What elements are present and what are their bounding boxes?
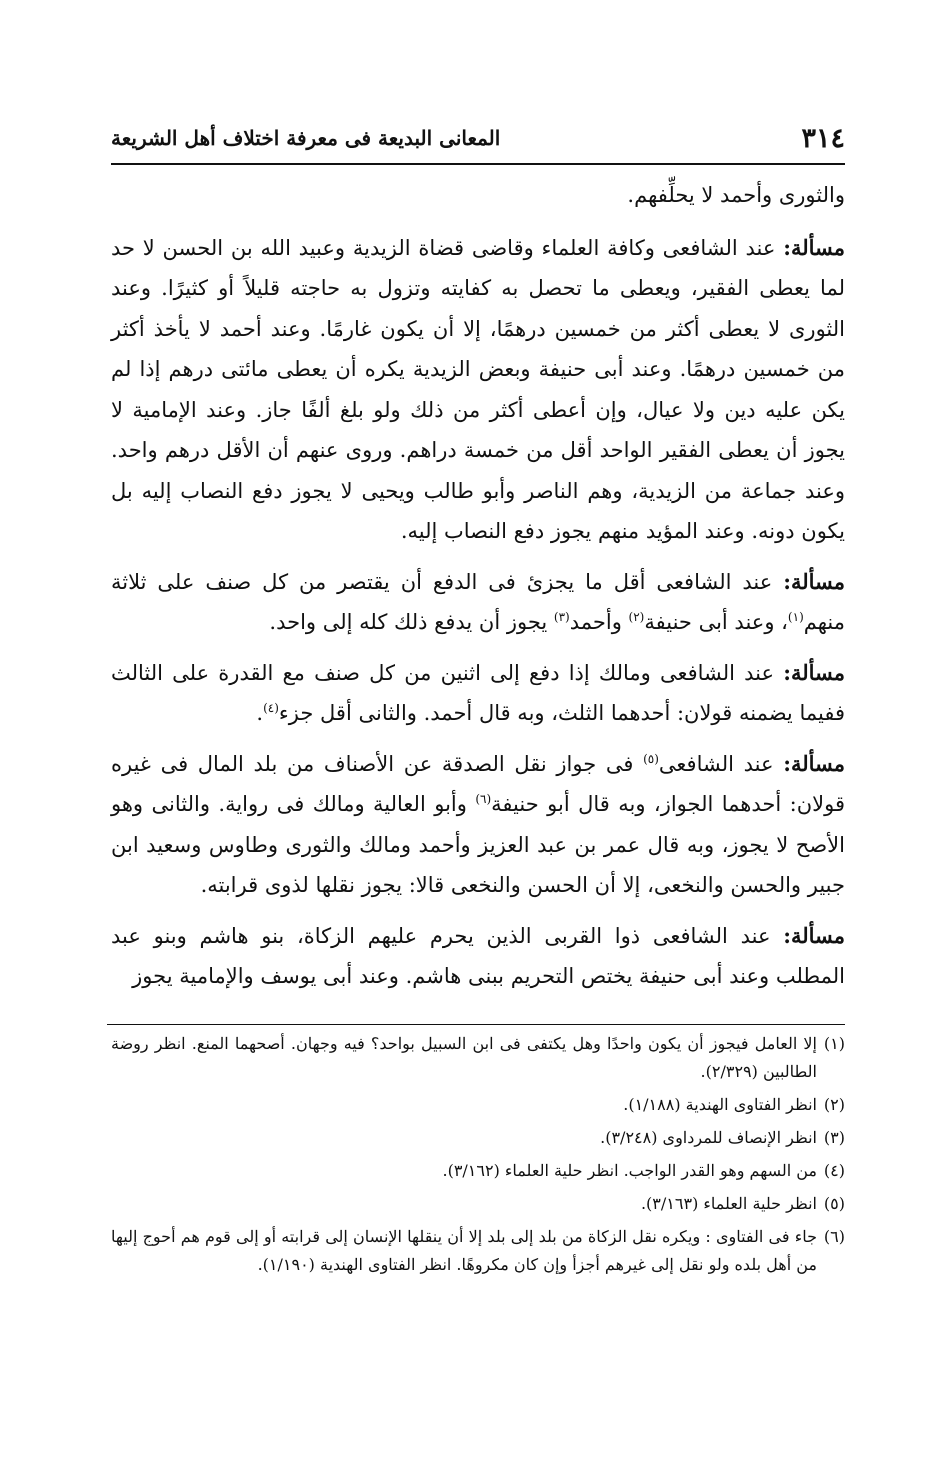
footnote-marker[interactable]: (٤) bbox=[263, 701, 279, 715]
footnote-item bbox=[111, 1030, 845, 1086]
issue-text: ، وعند أبى حنيفة bbox=[644, 610, 788, 634]
issue-label: مسألة: bbox=[783, 922, 845, 948]
footnote-number: (٢) bbox=[823, 1095, 845, 1114]
footnote-marker[interactable]: (١) bbox=[787, 610, 804, 624]
footnote-text: انظر حلية العلماء (٣/١٦٣). bbox=[640, 1194, 817, 1213]
issue-paragraph bbox=[111, 653, 845, 734]
issue-paragraph bbox=[111, 228, 845, 552]
issue-paragraph bbox=[111, 744, 845, 906]
issue-text: يجوز أن يدفع ذلك كله إلى واحد. bbox=[269, 610, 554, 634]
footnote-number: (٦) bbox=[823, 1227, 845, 1246]
issue-text: . bbox=[256, 701, 264, 725]
footnote-marker[interactable]: (٣) bbox=[553, 610, 570, 624]
footnote-text: انظر الإنصاف للمرداوى (٣/٢٤٨). bbox=[600, 1128, 817, 1147]
footnote-divider bbox=[107, 1024, 845, 1025]
issue-text: وأبو العالية ومالك فى رواية. والثانى وهو الأصح لا يجوز، وبه قال عمر بن عبد العزيز وأحمد ومالك والثورى وطاوس وسعيد ابن جبير والحسن والنخعى، إلا أن الحسن والنخعى قالا: يجوز نقلها لذوى قرابته. bbox=[111, 792, 845, 897]
running-title: المعانى البديعة فى معرفة اختلاف أهل الشريعة bbox=[111, 126, 501, 150]
issue-label: مسألة: bbox=[783, 750, 846, 776]
issue-text: فى جواز نقل الصدقة عن الأصناف من بلد المال فى غيره قولان: أحدهما الجواز، وبه قال أبو حنيفة bbox=[111, 751, 846, 816]
footnote-number: (٤) bbox=[823, 1161, 845, 1180]
footnote-item bbox=[111, 1124, 845, 1152]
footnote-text: إلا العامل فيجوز أن يكون واحدًا وهل يكتفى فى ابن السبيل بواحد؟ فيه وجهان. أصحهما المنع. انظر روضة الطالبين (٢/٣٢٩). bbox=[111, 1034, 817, 1081]
issue-text: عند الشافعى ذوا القربى الذين يحرم عليهم الزكاة، بنو هاشم وبنو عبد المطلب وعند أبى حنيفة يختص التحريم ببنى هاشم. وعند أبى يوسف والإمامية يجوز bbox=[111, 923, 845, 988]
issue-text: عند الشافعى وكافة العلماء وقاضى قضاة الزيدية وعبيد الله بن الحسن لا حد لما يعطى الفقير، ويعطى ما تحصل به كفايته وتزول به حاجته قليلاً أو كثيرًا. وعند الثورى لا يعطى أكثر من خمسين درهمًا، إلا أن يكون غارمًا. وعند أحمد لا يأخذ أكثر من خمسين درهمًا. وعند أبى حنيفة وبعض الزيدية يكره أن يعطى مائتى درهم إذا لم يكن عليه دين ولا عيال، وإن أعطى أكثر من ذلك ولو بلغ ألفًا جاز. وعند الإمامية لا يجوز أن يعطى الفقير الواحد أقل من خمسة دراهم. وروى عنهم أن الأقل درهم واحد. وعند جماعة من الزيدية، وهم الناصر وأبو طالب ويحيى لا يجوز دفع النصاب إليه بل يكون دونه. وعند المؤيد منهم يجوز دفع النصاب إليه. bbox=[111, 235, 845, 543]
issue-text: عند الشافعى bbox=[658, 751, 774, 776]
footnote-marker[interactable]: (٥) bbox=[643, 751, 659, 766]
footnote-item bbox=[111, 1157, 845, 1185]
issue-text: عند الشافعى أقل ما يجزئ فى الدفع أن يقتصر من كل صنف على ثلاثة منهم bbox=[111, 569, 845, 634]
footnote-text: جاء فى الفتاوى : ويكره نقل الزكاة من بلد إلى بلد إلا أن ينقلها الإنسان إلى قرابته أو إلى قوم هم أحوج إليها من أهل بلده ولو نقل إلى غيرهم أجزأ وإن كان مكروهًا. انظر الفتاوى الهندية (١/١٩٠). bbox=[111, 1227, 817, 1274]
footnote-item bbox=[111, 1091, 845, 1119]
footnote-number: (٥) bbox=[823, 1194, 845, 1213]
header-divider bbox=[111, 163, 845, 165]
issue-paragraph bbox=[111, 916, 845, 997]
issue-text: وأحمد bbox=[569, 610, 629, 634]
page-header bbox=[111, 118, 845, 158]
footnote-text: من السهم وهو القدر الواجب. انظر حلية العلماء (٣/١٦٢). bbox=[442, 1161, 817, 1180]
issue-text: عند الشافعى ومالك إذا دفع إلى اثنين من كل صنف مع القدرة على الثالث ففيما يضمنه قولان: أحدهما الثلث، وبه قال أحمد. والثانى أقل جزء bbox=[111, 660, 845, 725]
footnote-number: (١) bbox=[823, 1034, 845, 1053]
issue-label: مسألة: bbox=[783, 568, 845, 594]
opening-line: والثورى وأحمد لا يحلِّفهم. bbox=[627, 183, 845, 207]
footnote-item bbox=[111, 1190, 845, 1218]
main-text bbox=[111, 175, 845, 1007]
issue-label: مسألة: bbox=[783, 234, 845, 260]
footnotes bbox=[111, 1030, 845, 1284]
footnote-text: انظر الفتاوى الهندية (١/١٨٨). bbox=[623, 1095, 817, 1114]
issue-label: مسألة: bbox=[783, 659, 845, 685]
issue-paragraph bbox=[111, 562, 845, 643]
page-number: ٣١٤ bbox=[801, 122, 845, 154]
footnote-marker[interactable]: (٢) bbox=[628, 610, 645, 624]
footnote-marker[interactable]: (٦) bbox=[475, 792, 492, 806]
footnote-number: (٣) bbox=[823, 1128, 845, 1147]
footnote-item bbox=[111, 1223, 845, 1279]
